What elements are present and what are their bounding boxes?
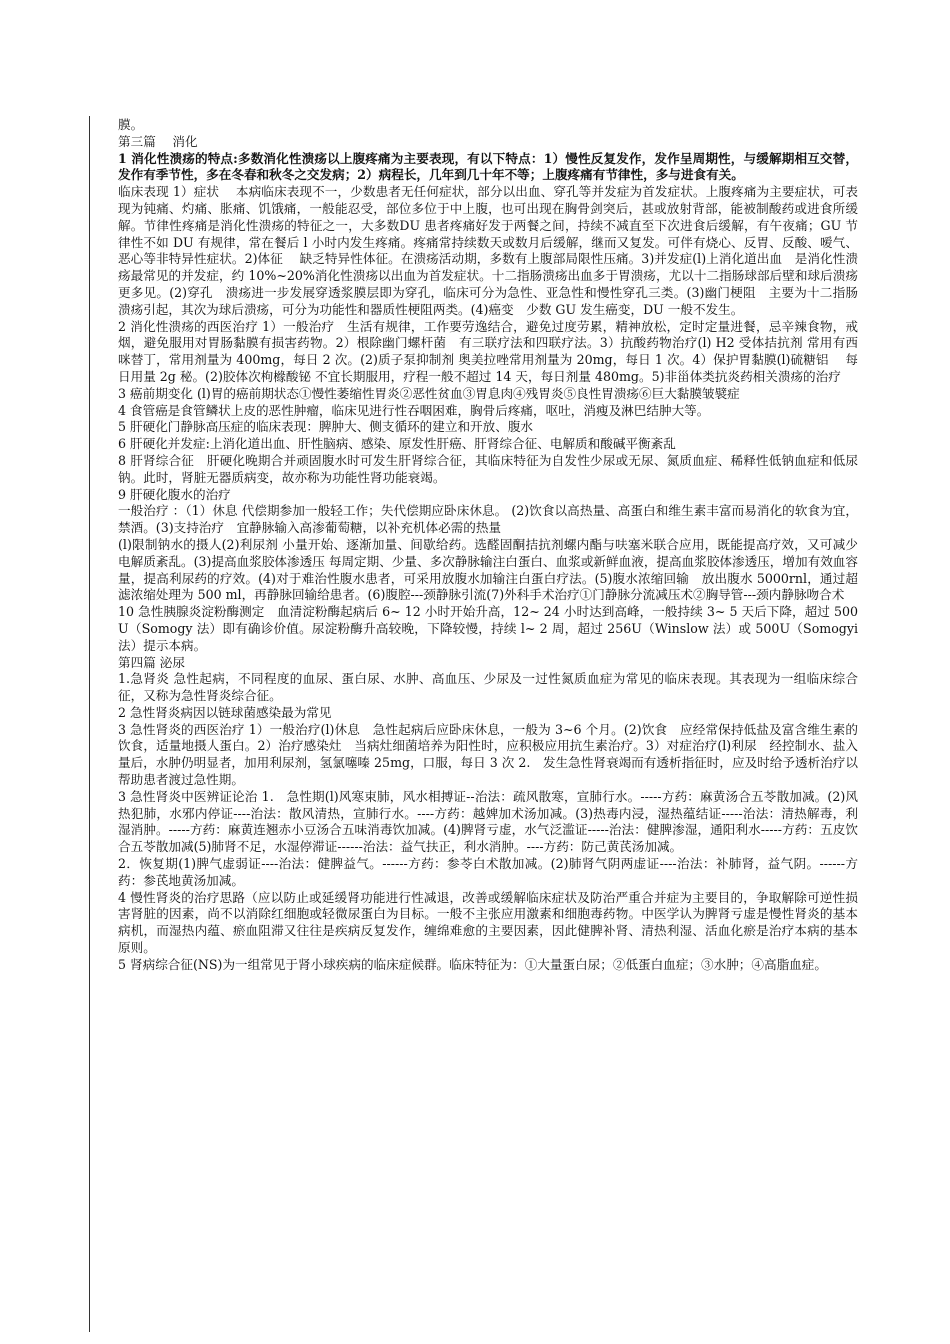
paragraph-cirrhosis-complications: 6 肝硬化并发症:上消化道出血、肝性脑病、感染、原发性肝癌、肝肾综合征、电解质和酸碱平衡紊乱 [118, 436, 676, 452]
paragraph-recovery-stage: 2．恢复期(1)脾气虚弱证----治法：健脾益气。------方药：参苓白术散加减。(2)肺肾气阴两虚证----治法：补肺肾，益气阴。------方药：参芪地黄汤加减。 [118, 856, 858, 888]
paragraph-western-treatment: 2 消化性溃疡的西医治疗 1）一般治疗 生活有规律，工作要劳逸结合，避免过度劳累，精神放松，定时定量进餐，忌辛辣食物，戒烟，避免服用对胃肠黏膜有损害药物。2）根除幽门螺杆菌 有三联疗法和四联疗法。3）抗酸药物治疗(l) H2 受体拮抗剂 常用有西咪替丁，常用剂量为 400mg，每日 2 次。(2)质子泵抑制剂 奥美拉唑常用剂量为 20mg，每日 1 次。4）保护胃黏膜(l)硫糖铝 每日用量 2g 秘。(2)胶体次枸橼酸铋 不宜长期服用，疗程一般不超过 14 天，每日剂量 480mg。5)非甾体类抗炎药相关溃疡的治疗 [118, 318, 858, 384]
page-margin-rule [89, 116, 90, 1332]
paragraph-peptic-ulcer-features: 1 消化性溃疡的特点:多数消化性溃疡以上腹疼痛为主要表现，有以下特点：1）慢性反复发作，发作呈周期性，与缓解期相互交替，发作有季节性，多在冬春和秋冬之交发病；2）病程长，几年到几十年不等；上腹疼痛有节律性，多与进食有关。 [118, 150, 858, 183]
section-heading-digestion: 第三篇 消化 [118, 133, 198, 149]
paragraph-general-treatment: 一般治疗 ：（1）休息 代偿期参加一般轻工作；失代偿期应卧床休息。 (2)饮食以高热量、高蛋白和维生素丰富而易消化的软食为宜，禁酒。(3)支持治疗 宜静脉输入高渗葡萄糖，以补充机体必需的热量 [118, 503, 858, 536]
document-body [118, 117, 858, 974]
paragraph-nephrotic-syndrome: 5 肾病综合征(NS)为一组常见于肾小球疾病的临床症候群。临床特征为：①大量蛋白尿；②低蛋白血症；③水肿；④高脂血症。 [118, 956, 827, 972]
paragraph-sodium-restriction: (l)限制钠水的摄人(2)利尿剂 小量开始、逐渐加量、间歇给药。选醛固酮拮抗剂螺内酯与呋塞米联合应用，既能提高疗效，又可减少电解质紊乱。(3)提高血浆胶体渗透压 每周定期、少量、多次静脉输注白蛋白、血浆或新鲜血液，提高血浆胶体渗透压，增加有效血容量，提高利尿药的疗效。(4)对于难治性腹水患者，可采用放腹水加输注白蛋白疗法。(5)腹水浓缩回输 放出腹水 5000rnl，通过超滤浓缩处理为 500 ml，再静脉回输给患者。(6)腹腔---颈静脉引流(7)外科手术治疗①门静脉分流减压术②胸导管---颈内静脉吻合术 [118, 536, 858, 603]
paragraph-precancerous-changes: 3 癌前期变化 (l)胃的癌前期状态①慢性萎缩性胃炎②恶性贫血③胃息肉④残胃炎⑤良性胃溃疡⑥巨大黏膜皱襞症 [118, 385, 740, 401]
section-heading-urology: 第四篇 泌尿 [118, 654, 185, 670]
paragraph-nephritis-tcm: 3 急性肾炎中医辨证论治 1. 急性期(l)风寒束肺，风水相搏证--治法：疏风散寒，宣肺行水。-----方药：麻黄汤合五苓散加减。(2)风热犯肺，水邪内停证----治法：散风清热，宣肺行水。----方药：越婢加术汤加减。(3)热毒内浸，湿热蕴结证-----治法：清热解毒，利湿消肿。-----方药：麻黄连翘赤小豆汤合五味消毒饮加减。(4)脾肾亏虚，水气泛滥证-----治法：健脾渗湿，通阳利水-----方药：五皮饮合五苓散加减(5)肺肾不足，水湿停滞证------治法：益气扶正，利水消肿。----方药：防己黄芪汤加减。 [118, 788, 858, 855]
paragraph-ascites-treatment-heading: 9 肝硬化腹水的治疗 [118, 486, 231, 502]
paragraph-esophageal-cancer: 4 食管癌是食管鳞状上皮的恶性肿瘤，临床见进行性吞咽困难，胸骨后疼痛，呕吐，消瘦及淋巴结肿大等。 [118, 402, 710, 418]
paragraph-hepatorenal-syndrome: 8 肝肾综合征 肝硬化晚期合并顽固腹水时可发生肝肾综合征，其临床特征为自发性少尿或无尿、氮质血症、稀释性低钠血症和低尿钠。此时，肾脏无器质病变，故亦称为功能性肾功能衰竭。 [118, 452, 858, 485]
paragraph-pancreatitis-amylase: 10 急性胰腺炎淀粉酶测定 血清淀粉酶起病后 6~ 12 小时开始升高，12~ 24 小时达到高峰，一般持续 3~ 5 天后下降，超过 500U（Somogy 法）即有确诊价值。尿淀粉酶升高较晚，下降较慢，持续 l~ 2 周，超过 256U（Winslow 法）或 500U（Somogyi 法）提示本病。 [118, 604, 858, 653]
paragraph-acute-nephritis: 1.急肾炎 急性起病，不同程度的血尿、蛋白尿、水肿、高血压、少尿及一过性氮质血症为常见的临床表现。其表现为一组临床综合征，又称为急性肾炎综合征。 [118, 671, 858, 704]
paragraph-continuation: 膜。 [118, 117, 144, 132]
paragraph-chronic-nephritis: 4 慢性肾炎的治疗思路（应以防止或延缓肾功能进行性减退，改善或缓解临床症状及防治严重合并症为主要目的，争取解除可逆性损害肾脏的因素，尚不以消除红细胞或轻微尿蛋白为目标。一般不主张应用激素和细胞毒药物。中医学认为脾肾亏虚是慢性肾炎的基本病机，而湿热内蕴、瘀血阻滞又往往是疾病反复发作，缠绵难愈的主要因素，因此健脾补肾、清热利湿、活血化瘀是治疗本病的基本原则。 [118, 889, 858, 956]
paragraph-portal-hypertension: 5 肝硬化门静脉高压症的临床表现：脾肿大、侧支循环的建立和开放、腹水 [118, 419, 534, 435]
paragraph-nephritis-cause: 2 急性肾炎病因以链球菌感染最为常见 [118, 704, 332, 720]
paragraph-nephritis-western-treatment: 3 急性肾炎的西医治疗 1）一般治疗(l)休息 急性起病后应卧床休息，一般为 3~6 个月。(2)饮食 应经常保持低盐及富含维生素的饮食，适量地摄人蛋白。2）治疗感染灶 当病灶细菌培养为阳性时，应积极应用抗生素治疗。3）对症治疗(l)利尿 经控制水、盐入量后，水肿仍明显者，加用利尿剂，氢氯噻嗪 25mg，口服，每日 3 次 2. 发生急性肾衰竭而有透析指征时，应及时给予透析治疗以帮助患者渡过急性期。 [118, 721, 858, 788]
paragraph-clinical-manifestations: 临床表现 1）症状 本病临床表现不一，少数患者无任何症状，部分以出血、穿孔等并发症为首发症状。上腹疼痛为主要症状，可表现为钝痛、灼痛、胀痛、饥饿痛，一般能忍受，部位多位于中上腹，也可出现在胸骨剑突后，甚或放射背部，能被制酸药或进食所缓解。节律性疼痛是消化性溃疡的特征之一，大多数DU 患者疼痛好发于两餐之间，持续不减直至下次进食后缓解，有午夜痛；GU 节律性不如 DU 有规律，常在餐后 l 小时内发生疼痛。疼痛常持续数天或数月后缓解，继而又复发。可伴有烧心、反胃、反酸、嗳气、恶心等非特异性症状。2)体征 缺乏特异性体征。在溃疡活动期，多数有上腹部局限性压痛。3)并发症(l)上消化道出血 是消化性溃疡最常见的并发症，约 10%~20%消化性溃疡以出血为首发症状。十二指肠溃疡出血多于胃溃疡，尤以十二指肠球部后壁和球后溃疡更多见。(2)穿孔 溃疡进一步发展穿透浆膜层即为穿孔，临床可分为急性、亚急性和慢性穿孔三类。(3)幽门梗阻 主要为十二指肠溃疡引起，其次为球后溃疡，可分为功能性和器质性梗阻两类。(4)癌变 少数 GU 发生癌变，DU 一般不发生。 [118, 184, 858, 317]
